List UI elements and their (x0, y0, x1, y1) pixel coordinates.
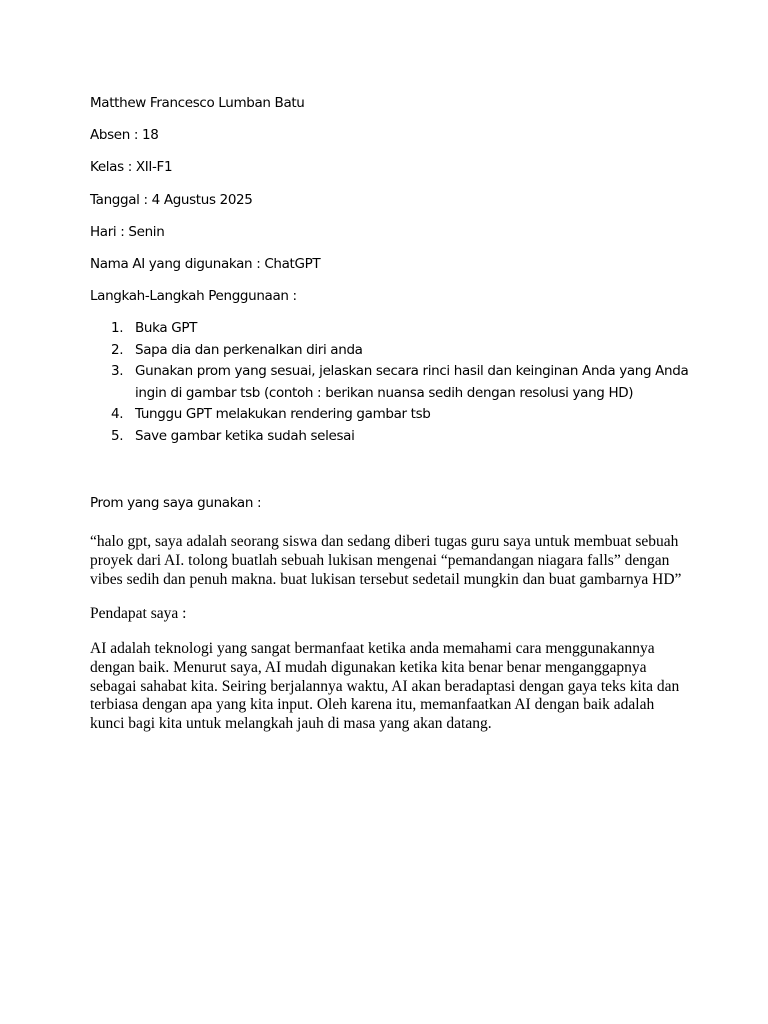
step-item (90, 340, 690, 362)
ai-name-line: Nama AI yang digunakan : ChatGPT (90, 256, 321, 272)
step-text: Buka GPT (135, 320, 198, 336)
step-text: Save gambar ketika sudah selesai (135, 427, 355, 444)
tanggal-line: Tanggal : 4 Agustus 2025 (90, 192, 253, 208)
absen-line: Absen : 18 (90, 127, 159, 143)
step-item (90, 404, 690, 426)
steps-list (90, 318, 690, 448)
step-number: 5. (111, 427, 124, 444)
step-number: 4. (111, 406, 124, 423)
step-item (90, 318, 690, 340)
opinion-heading: Pendapat saya : (90, 605, 187, 622)
prompt-heading: Prom yang saya gunakan : (90, 495, 262, 511)
prompt-text: “halo gpt, saya adalah seorang siswa dan sedang diberi tugas guru saya untuk membuat sebuah proyek dari AI. tolong buatlah sebuah lukisan mengenai “pemandangan niagara falls” dengan vibes sedih dan penuh makna. buat lukisan tersebut sedetail mungkin dan buat gambarnya HD” (90, 533, 682, 588)
step-text: Tunggu GPT melakukan rendering gambar tsb (135, 406, 431, 423)
step-text: Sapa dia dan perkenalkan diri anda (135, 341, 363, 358)
step-number: 3. (111, 363, 124, 380)
opinion-text: AI adalah teknologi yang sangat bermanfaat ketika anda memahami cara menggunakannya dengan baik. Menurut saya, AI mudah digunakan ketika kita benar benar menganggapnya sebagai sahabat kita. Seiring berjalannya waktu, AI akan beradaptasi dengan gaya teks kita dan terbiasa dengan apa yang kita input. Oleh karena itu, memanfaatkan AI dengan baik adalah kunci bagi kita untuk melangkah jauh di masa yang akan datang. (90, 640, 680, 733)
step-item (90, 361, 690, 404)
steps-heading: Langkah-Langkah Penggunaan : (90, 288, 297, 304)
hari-line: Hari : Senin (90, 224, 165, 240)
step-item (90, 426, 690, 448)
student-name: Matthew Francesco Lumban Batu (90, 95, 305, 111)
kelas-line: Kelas : XII-F1 (90, 159, 173, 175)
step-text: Gunakan prom yang sesuai, jelaskan secara rinci hasil dan keinginan Anda yang Anda ingin di gambar tsb (contoh : berikan nuansa sedih dengan resolusi yang HD) (135, 363, 689, 401)
step-number: 1. (111, 320, 124, 336)
step-number: 2. (111, 341, 124, 358)
